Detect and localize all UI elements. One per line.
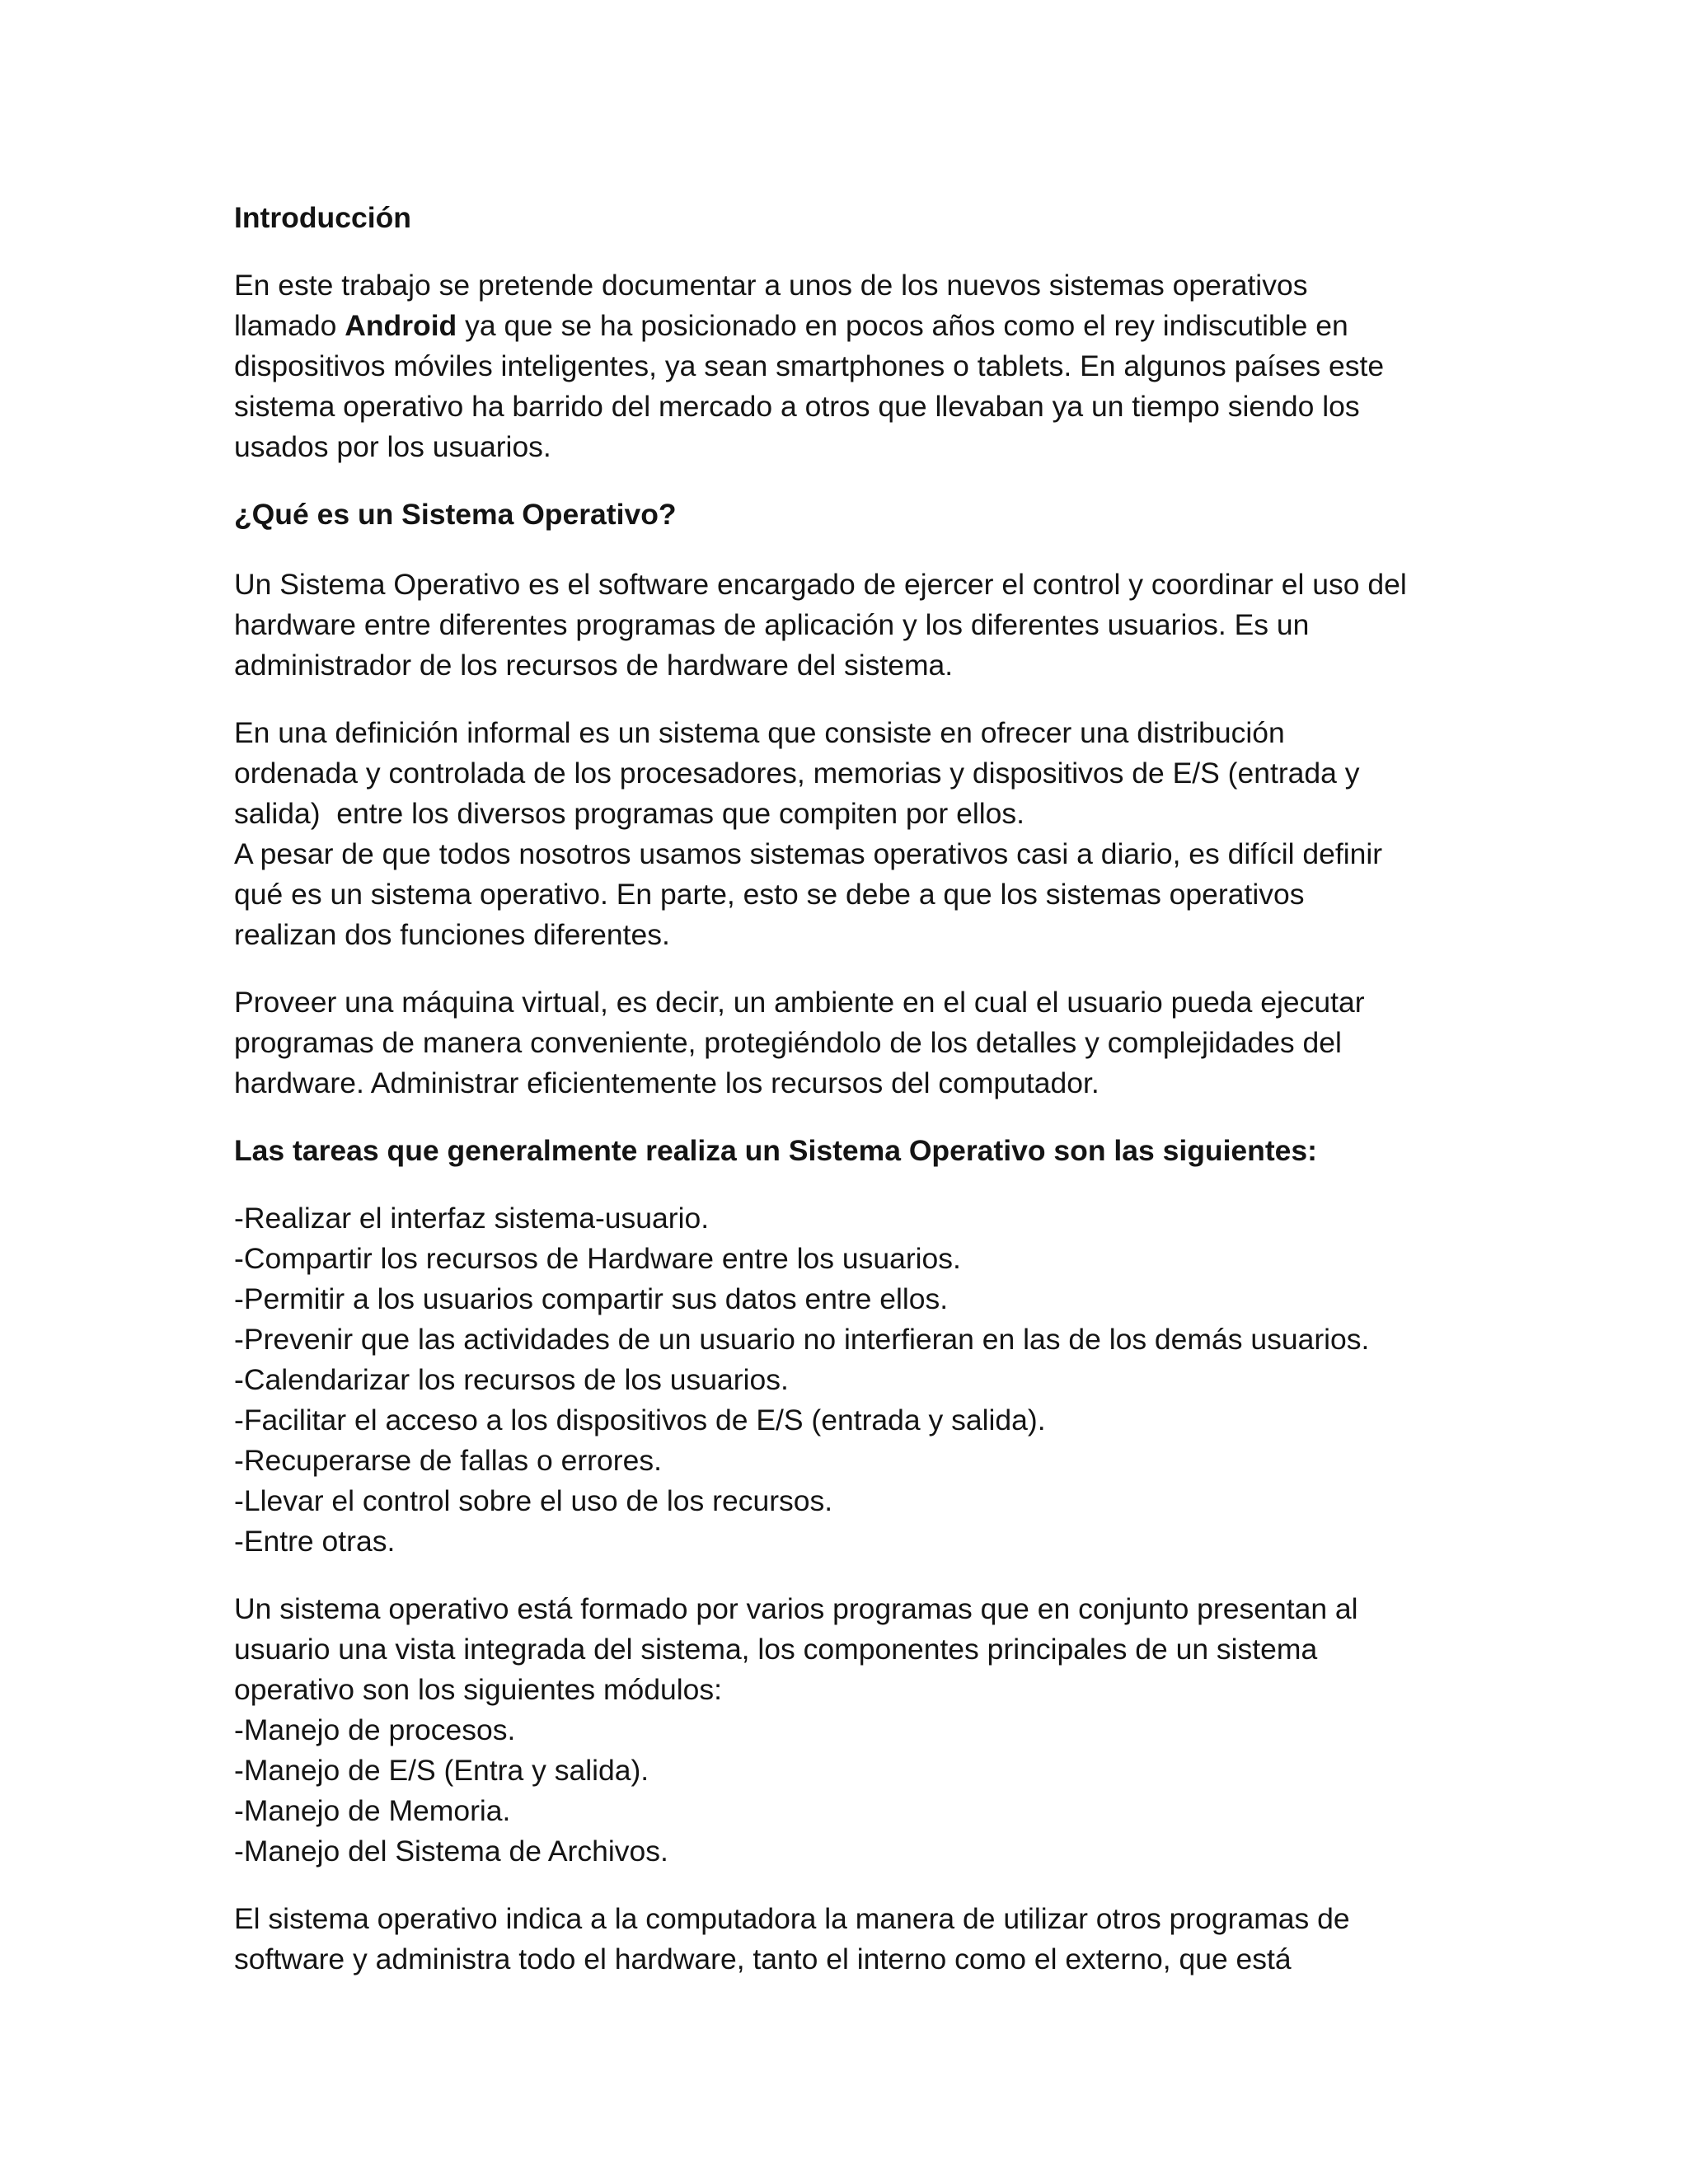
list-item: -Prevenir que las actividades de un usuario no interfieran en las de los demás usuarios. [234, 1323, 1370, 1356]
list-item: -Facilitar el acceso a los dispositivos de E/S (entrada y salida). [234, 1404, 1046, 1436]
what-is-heading: ¿Qué es un Sistema Operativo? [234, 498, 677, 531]
text-line: usados por los usuarios. [234, 430, 551, 463]
text-line: qué es un sistema operativo. En parte, esto se debe a que los sistemas operativos [234, 878, 1305, 911]
list-item: -Manejo de procesos. [234, 1713, 516, 1746]
tasks-list [234, 1198, 1470, 1562]
text-line: Proveer una máquina virtual, es decir, un ambiente en el cual el usuario pueda ejecutar [234, 986, 1365, 1019]
informal-paragraph [234, 713, 1470, 955]
android-bold-term: Android [345, 309, 457, 342]
text-line: Un Sistema Operativo es el software encargado de ejercer el control y coordinar el uso del [234, 568, 1407, 601]
list-item: -Manejo de Memoria. [234, 1794, 511, 1827]
text-line: realizan dos funciones diferentes. [234, 918, 670, 951]
text-line: programas de manera conveniente, protegiéndolo de los detalles y complejidades del [234, 1026, 1342, 1059]
list-item: -Entre otras. [234, 1525, 396, 1558]
text-line: operativo son los siguientes módulos: [234, 1673, 723, 1706]
text-line: Un sistema operativo está formado por varios programas que en conjunto presentan al [234, 1592, 1358, 1625]
list-item: -Manejo del Sistema de Archivos. [234, 1835, 668, 1868]
text-line: A pesar de que todos nosotros usamos sistemas operativos casi a diario, es difícil definir [234, 837, 1383, 870]
text-line: administrador de los recursos de hardware del sistema. [234, 649, 954, 682]
list-item: -Manejo de E/S (Entra y salida). [234, 1754, 649, 1787]
text-line: ordenada y controlada de los procesadores, memorias y dispositivos de E/S (entrada y [234, 757, 1360, 790]
text-line: En este trabajo se pretende documentar a unos de los nuevos sistemas operativos [234, 269, 1308, 302]
virtual-machine-paragraph [234, 982, 1470, 1104]
text-line: usuario una vista integrada del sistema, los componentes principales de un sistema [234, 1633, 1318, 1666]
list-item: -Recuperarse de fallas o errores. [234, 1444, 662, 1477]
closing-paragraph [234, 1899, 1470, 1980]
definition-paragraph [234, 565, 1470, 686]
document-page [234, 198, 1470, 1980]
text-line: salida) entre los diversos programas que compiten por ellos. [234, 797, 1025, 830]
list-item: -Compartir los recursos de Hardware entre los usuarios. [234, 1242, 961, 1275]
tasks-heading: Las tareas que generalmente realiza un Sistema Operativo son las siguientes: [234, 1134, 1317, 1167]
text-line: sistema operativo ha barrido del mercado a otros que llevaban ya un tiempo siendo los [234, 390, 1360, 423]
text-line: hardware entre diferentes programas de aplicación y los diferentes usuarios. Es un [234, 608, 1310, 641]
intro-heading: Introducción [234, 201, 411, 234]
text-line: hardware. Administrar eficientemente los recursos del computador. [234, 1066, 1100, 1099]
text-segment: ya que se ha posicionado en pocos años como el rey indiscutible en [457, 309, 1348, 342]
intro-paragraph [234, 265, 1470, 467]
list-item: -Llevar el control sobre el uso de los recursos. [234, 1484, 833, 1517]
text-line [234, 306, 1470, 346]
text-line: El sistema operativo indica a la computadora la manera de utilizar otros programas de [234, 1902, 1350, 1935]
text-line: dispositivos móviles inteligentes, ya sean smartphones o tablets. En algunos países este [234, 349, 1385, 382]
components-paragraph [234, 1589, 1470, 1872]
list-item: -Calendarizar los recursos de los usuarios. [234, 1363, 789, 1396]
list-item: -Realizar el interfaz sistema-usuario. [234, 1202, 710, 1235]
text-line: software y administra todo el hardware, tanto el interno como el externo, que está [234, 1943, 1292, 1975]
list-item: -Permitir a los usuarios compartir sus datos entre ellos. [234, 1282, 949, 1315]
text-segment: llamado [234, 309, 345, 342]
text-line: En una definición informal es un sistema que consiste en ofrecer una distribución [234, 716, 1285, 749]
